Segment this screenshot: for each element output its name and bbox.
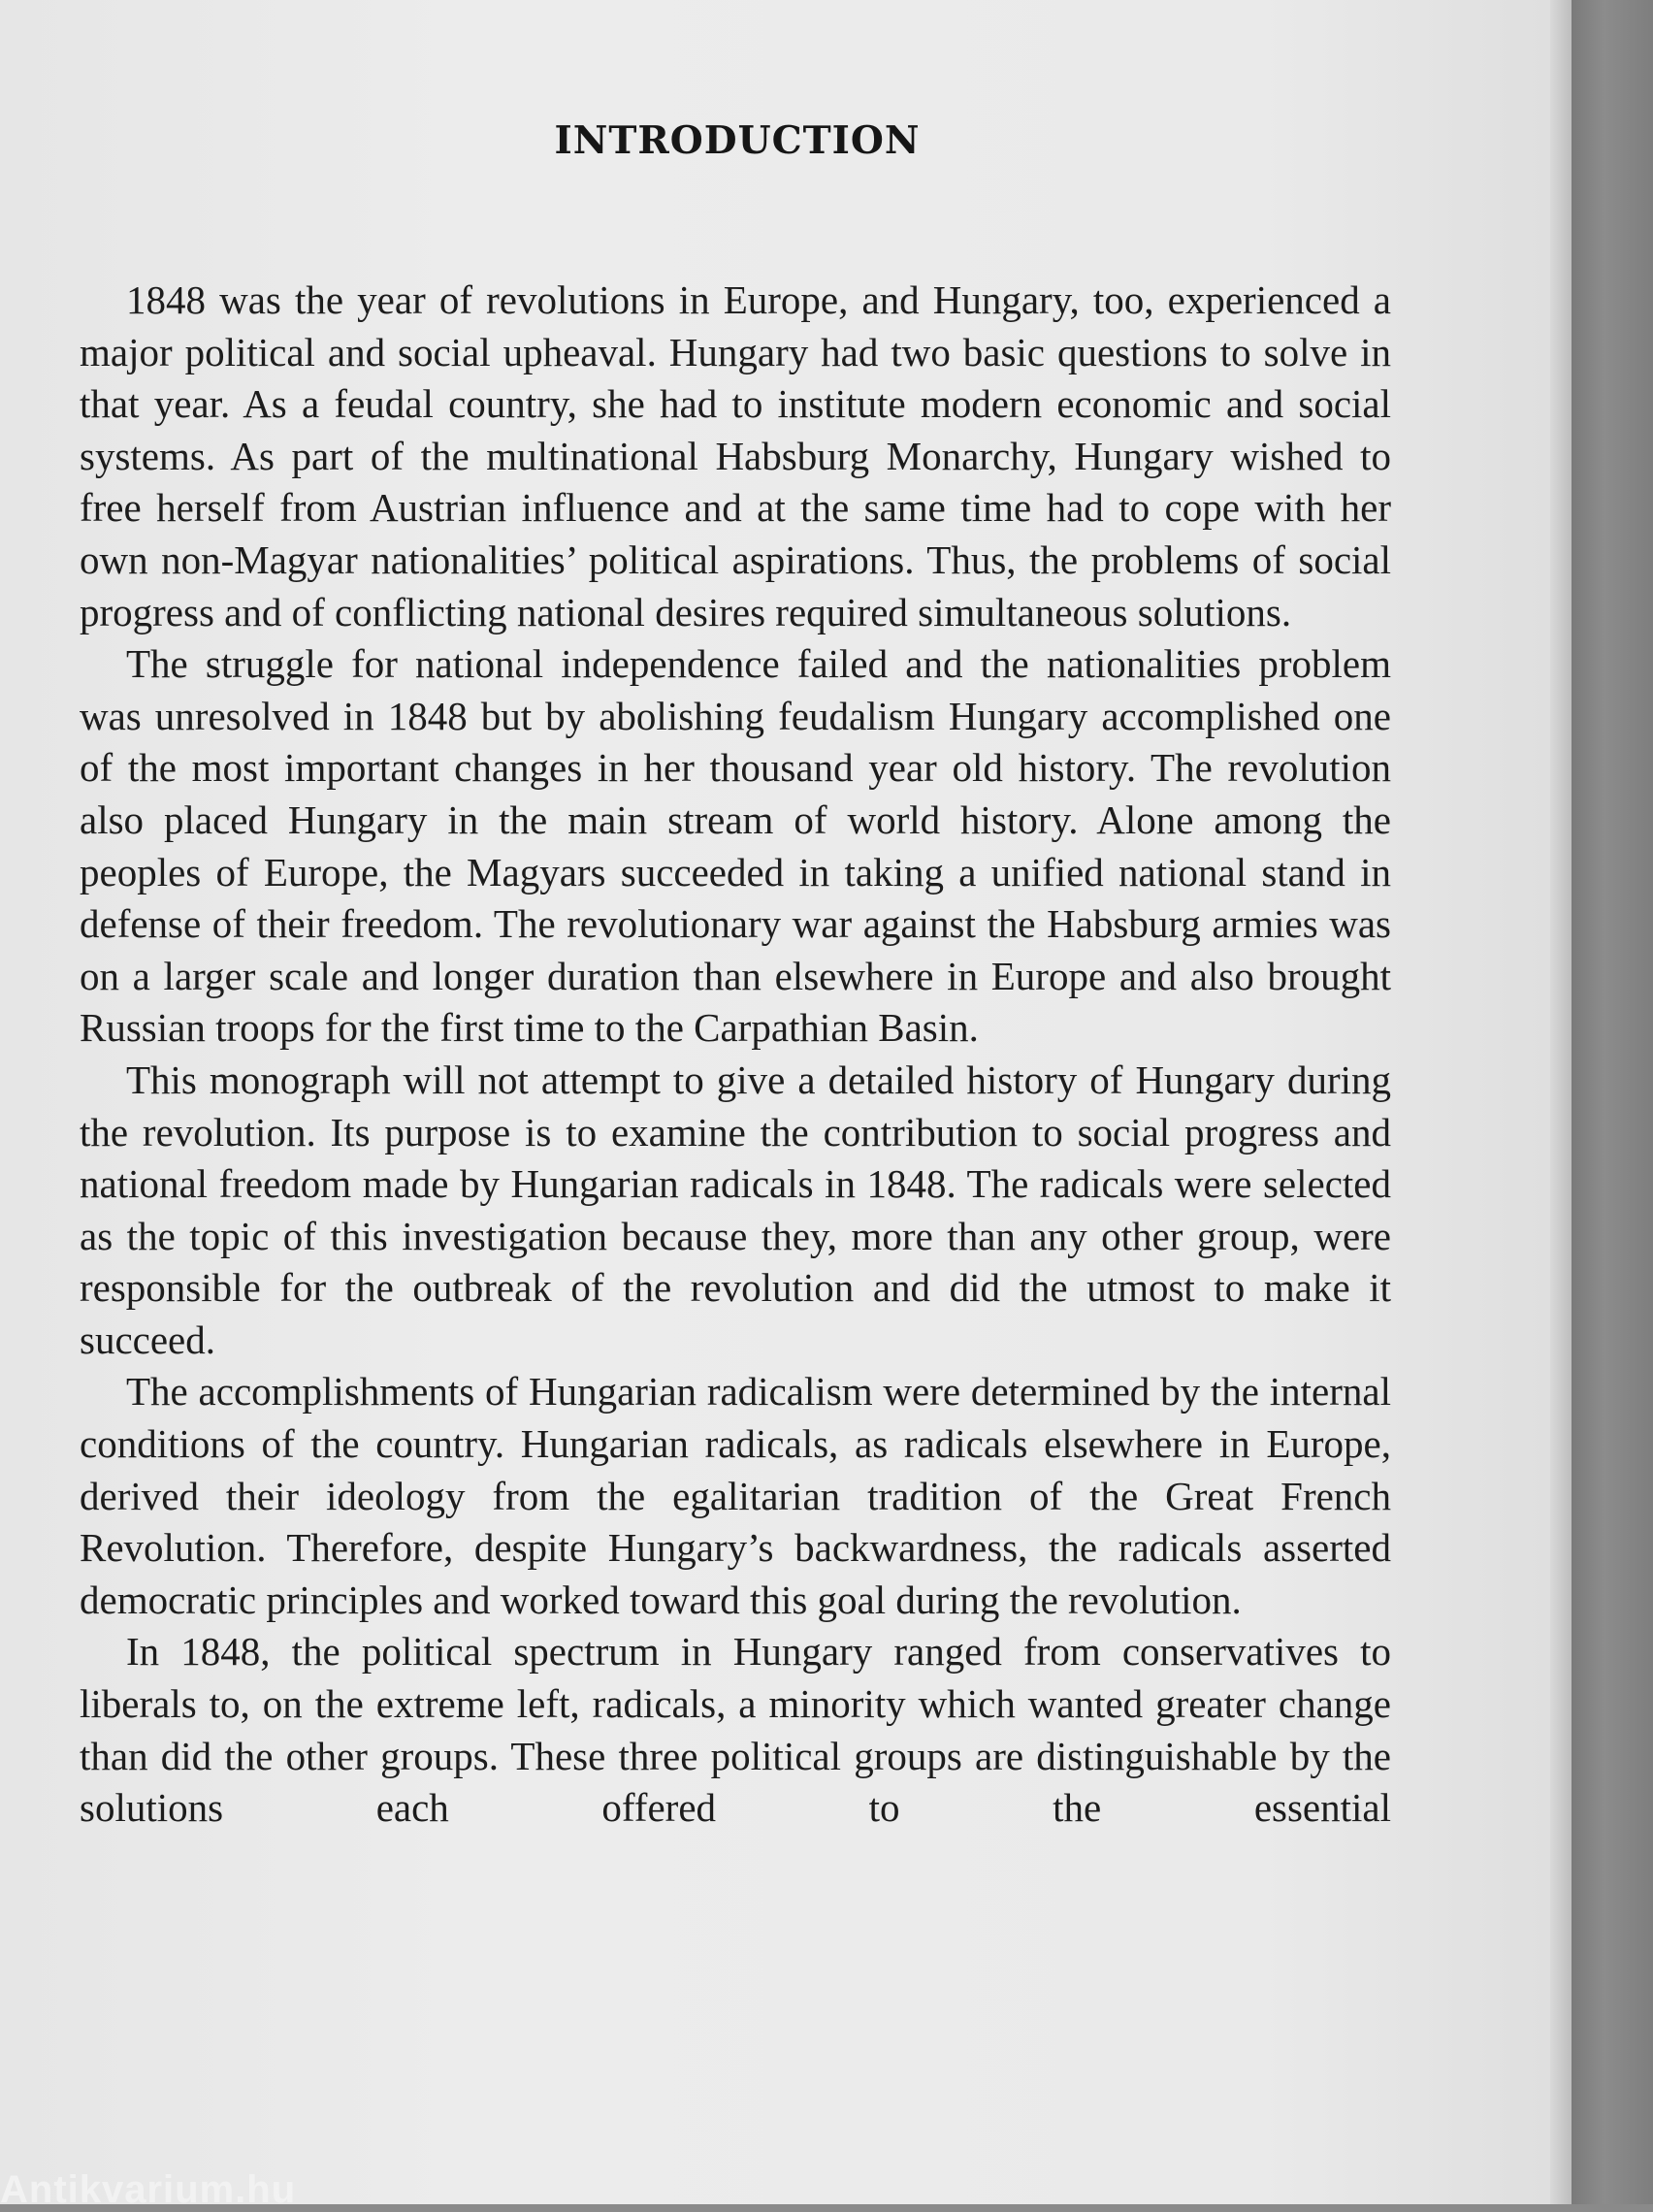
paragraph-4: The accomplishments of Hungarian radicalism were determined by the internal conditions of the country. Hungarian radicals, as radicals elsewhere in Europe, derived their ideology from the egalitarian tradition of the Great French Revolution. Therefore, despite Hungary’s backwardness, the radicals asserted democratic principles and worked toward this goal during the revolution. (80, 1369, 1391, 1622)
page-edge-shadow (1550, 0, 1572, 2204)
paragraph-3: This monograph will not attempt to give a detailed history of Hungary during the revolution. Its purpose is to examine the contribution to social progress and national freedom made by Hungarian radicals in 1848. The radicals were selected as the topic of this investigation because they, more than any other group, were responsible for the outbreak of the revolution and did the utmost to make it succeed. (80, 1057, 1391, 1362)
paragraph-5: In 1848, the political spectrum in Hungary ranged from conservatives to liberals to, on the extreme left, radicals, a minority which wanted greater change than did the other groups. These three political groups are distinguishable by the solutions each offered to the essential (80, 1629, 1391, 1831)
body-text (80, 275, 1391, 1835)
book-binding (1572, 0, 1653, 2204)
paragraph-1: 1848 was the year of revolutions in Europe, and Hungary, too, experienced a major political and social upheaval. Hungary had two basic questions to solve in that year. As a feudal country, she had to institute modern economic and social systems. As part of the multinational Habsburg Monarchy, Hungary wished to free herself from Austrian influence and at the same time had to cope with her own non-Magyar nationalities’ political aspirations. Thus, the problems of social progress and of conflicting national desires required simultaneous solutions. (80, 277, 1391, 634)
page-title: INTRODUCTION (554, 118, 921, 163)
paragraph-2: The struggle for national independence failed and the nationalities problem was unresolved in 1848 but by abolishing feudalism Hungary accomplished one of the most important changes in her thousand year old history. The revolution also placed Hungary in the main stream of world history. Alone among the peoples of Europe, the Magyars succeeded in taking a unified national stand in defense of their freedom. The revolutionary war against the Habsburg armies was on a larger scale and longer duration than elsewhere in Europe and also brought Russian troops for the first time to the Carpathian Basin. (80, 641, 1391, 1051)
watermark: Antikvarium.hu (0, 2168, 297, 2211)
